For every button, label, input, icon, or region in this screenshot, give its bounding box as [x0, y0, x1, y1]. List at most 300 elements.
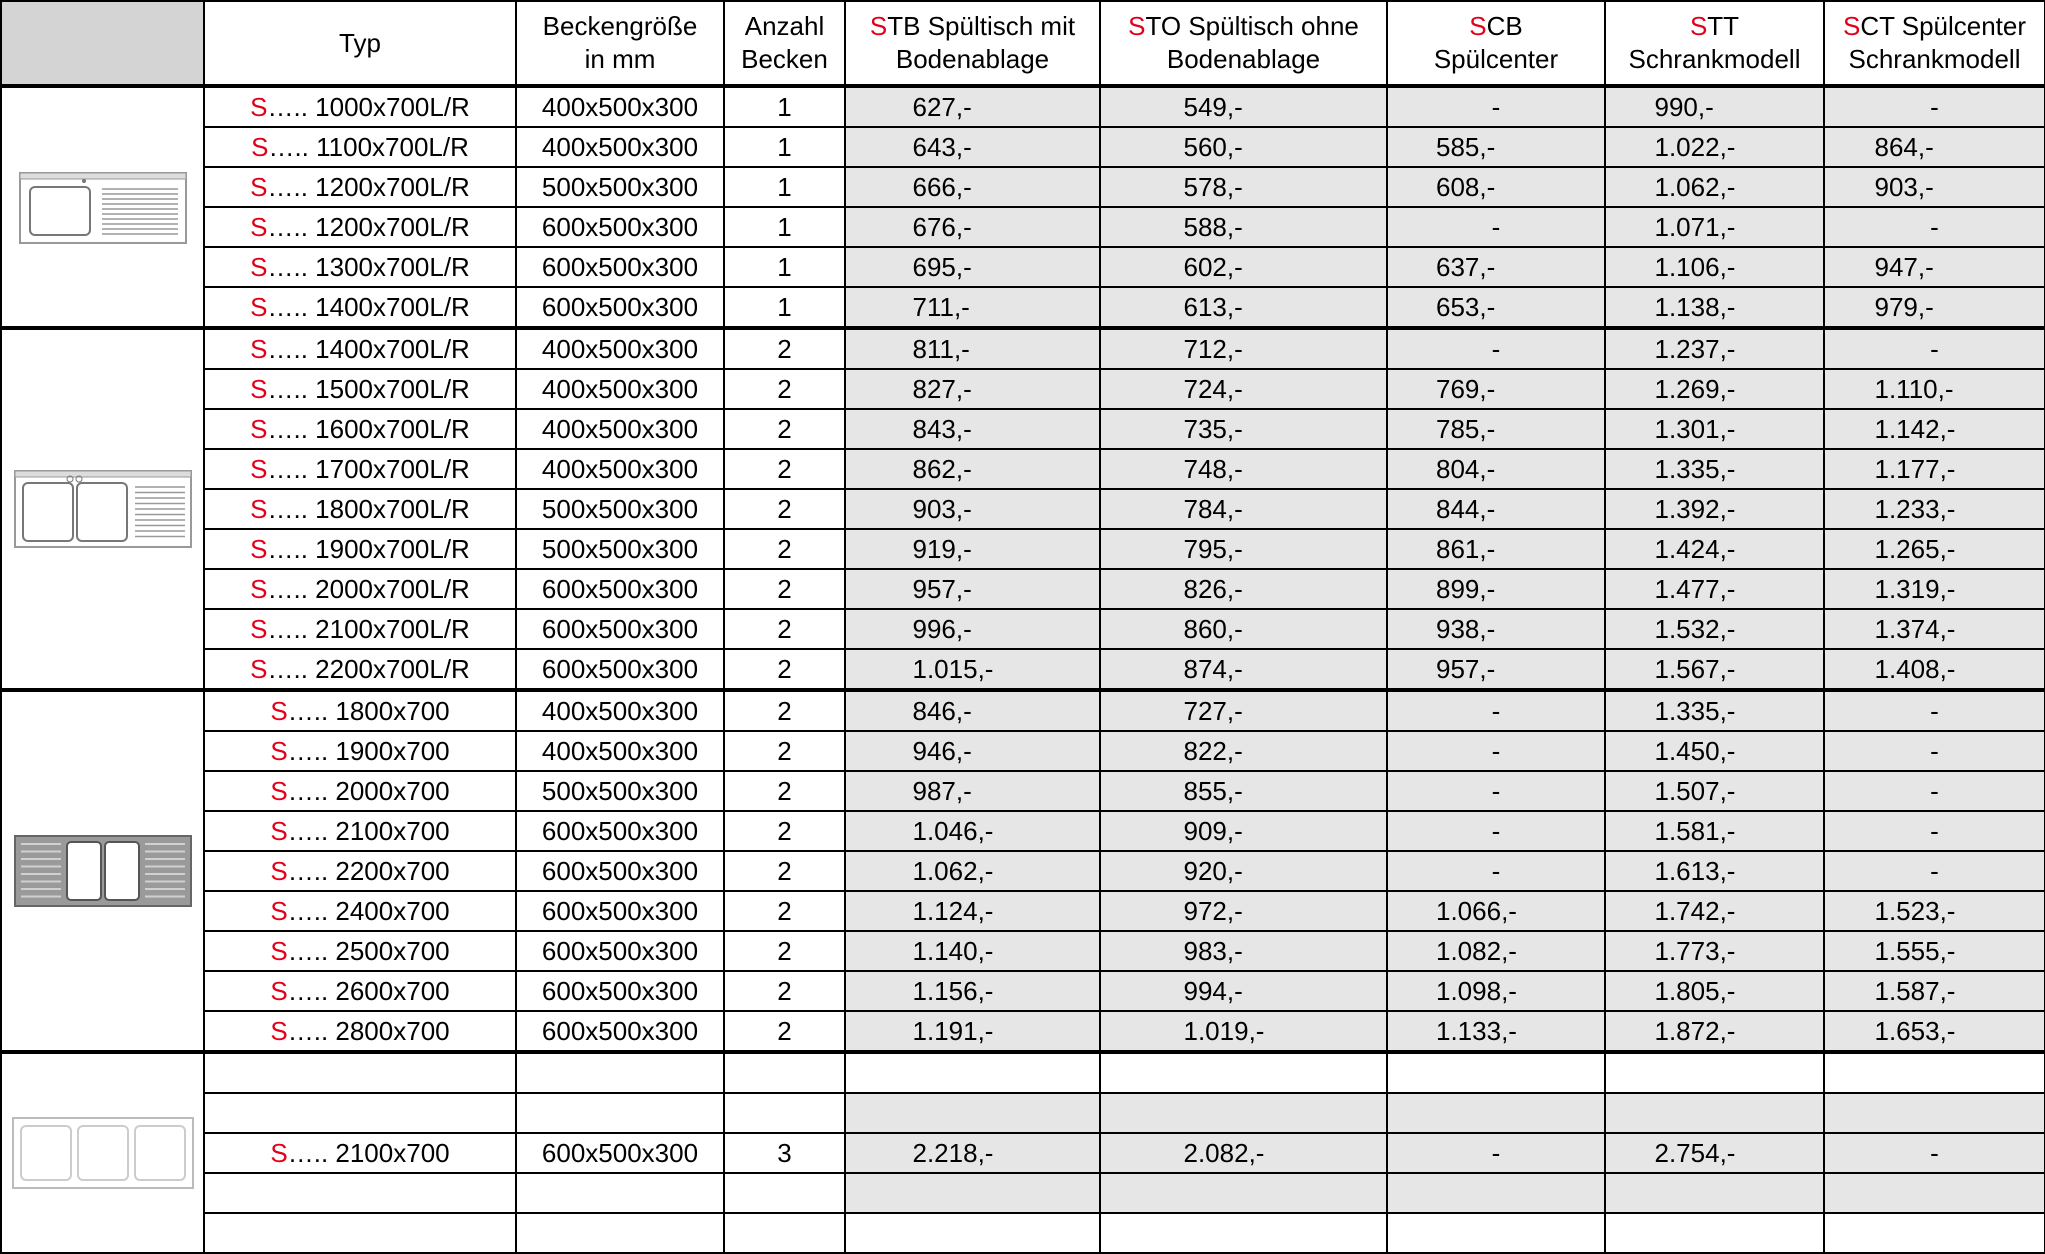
- table-row: [1, 1213, 2045, 1253]
- cell-typ: [204, 287, 516, 328]
- typ-prefix: S: [270, 1137, 288, 1168]
- cell-scb: [1387, 1052, 1605, 1093]
- typ-prefix: S: [250, 533, 268, 564]
- typ-prefix: S: [270, 895, 288, 926]
- cell-anzahl: [724, 609, 845, 649]
- header-sto-line2: Bodenablage: [1166, 44, 1321, 74]
- sto-value: 613,-: [1183, 291, 1243, 322]
- sct-value: 1.110,-: [1874, 373, 1954, 404]
- stb-value: 1.191,-: [912, 1015, 994, 1046]
- sto-value: 795,-: [1183, 533, 1243, 564]
- sct-value: 1.408,-: [1874, 653, 1956, 684]
- anzahl-value: 2: [777, 533, 792, 564]
- typ-prefix: S: [250, 291, 268, 322]
- cell-scb: [1387, 811, 1605, 851]
- header-sto-prefix: S: [1128, 11, 1146, 41]
- stt-value: 1.773,-: [1654, 935, 1736, 966]
- anzahl-value: 1: [777, 131, 792, 162]
- cell-sto: [1100, 489, 1387, 529]
- scb-value: 844,-: [1436, 493, 1496, 524]
- typ-prefix: S: [250, 211, 268, 242]
- stb-value: 827,-: [912, 373, 972, 404]
- table-row: [1, 127, 2045, 167]
- cell-stb: [845, 1093, 1100, 1133]
- stt-value: 1.335,-: [1654, 695, 1736, 726]
- header-scb-line1: CB: [1486, 11, 1523, 41]
- cell-anzahl: [724, 167, 845, 207]
- cell-anzahl: [724, 1133, 845, 1173]
- cell-anzahl: [724, 891, 845, 931]
- cell-size: [516, 529, 724, 569]
- cell-anzahl: [724, 811, 845, 851]
- cell-stt: [1605, 247, 1824, 287]
- cell-size: [516, 287, 724, 328]
- scb-value: -: [1491, 735, 1501, 766]
- typ-value: ….. 1900x700: [287, 735, 450, 766]
- cell-sto: [1100, 529, 1387, 569]
- cell-sct: [1824, 569, 2045, 609]
- anzahl-value: 2: [777, 573, 792, 604]
- typ-value: ….. 2000x700L/R: [267, 573, 470, 604]
- stt-value: 1.335,-: [1654, 453, 1736, 484]
- sct-value: -: [1930, 735, 1939, 766]
- table-row: [1, 328, 2045, 369]
- stb-value: 919,-: [912, 533, 972, 564]
- cell-stt: [1605, 86, 1824, 127]
- cell-sto: [1100, 731, 1387, 771]
- cell-anzahl: [724, 771, 845, 811]
- sct-value: 1.653,-: [1874, 1015, 1956, 1046]
- typ-value: ….. 2600x700: [287, 975, 450, 1006]
- typ-prefix: S: [270, 695, 288, 726]
- cell-sto: [1100, 1213, 1387, 1253]
- anzahl-value: 2: [777, 695, 792, 726]
- sto-value: 822,-: [1183, 735, 1243, 766]
- header-scb: [1387, 1, 1605, 86]
- table-row: [1, 449, 2045, 489]
- cell-stt: [1605, 891, 1824, 931]
- anzahl-value: 1: [777, 251, 792, 282]
- cell-typ: [204, 649, 516, 690]
- cell-stb: [845, 369, 1100, 409]
- header-stb: [845, 1, 1100, 86]
- typ-prefix: S: [250, 613, 268, 644]
- cell-anzahl: [724, 449, 845, 489]
- sto-value: 549,-: [1183, 91, 1243, 122]
- stt-value: 1.301,-: [1654, 413, 1736, 444]
- cell-size: [516, 1052, 724, 1093]
- anzahl-value: 2: [777, 935, 792, 966]
- sto-value: 712,-: [1183, 333, 1243, 364]
- scb-value: -: [1491, 815, 1501, 846]
- typ-value: ….. 2800x700: [287, 1015, 450, 1046]
- cell-sct: [1824, 1133, 2045, 1173]
- sto-value: 588,-: [1183, 211, 1243, 242]
- scb-value: 899,-: [1436, 573, 1496, 604]
- cell-stb: [845, 207, 1100, 247]
- cell-stt: [1605, 1133, 1824, 1173]
- cell-anzahl: [724, 207, 845, 247]
- cell-scb: [1387, 649, 1605, 690]
- cell-scb: [1387, 971, 1605, 1011]
- cell-sct: [1824, 127, 2045, 167]
- cell-sct: [1824, 609, 2045, 649]
- group-image-cell: [1, 328, 204, 690]
- cell-anzahl: [724, 369, 845, 409]
- table-row: [1, 489, 2045, 529]
- cell-typ: [204, 1052, 516, 1093]
- sto-value: 748,-: [1183, 453, 1243, 484]
- size-value: 400x500x300: [541, 131, 699, 162]
- typ-value: ….. 1200x700L/R: [267, 171, 470, 202]
- stb-value: 711,-: [912, 291, 970, 322]
- stt-value: 1.532,-: [1654, 613, 1736, 644]
- table-row: [1, 1052, 2045, 1093]
- cell-anzahl: [724, 731, 845, 771]
- cell-anzahl: [724, 851, 845, 891]
- cell-sct: [1824, 1052, 2045, 1093]
- sto-value: 560,-: [1183, 131, 1243, 162]
- cell-stt: [1605, 1052, 1824, 1093]
- cell-scb: [1387, 409, 1605, 449]
- anzahl-value: 2: [777, 855, 792, 886]
- cell-scb: [1387, 731, 1605, 771]
- size-value: 600x500x300: [541, 975, 699, 1006]
- stt-value: 1.742,-: [1654, 895, 1736, 926]
- size-value: 600x500x300: [541, 291, 699, 322]
- sto-value: 578,-: [1183, 171, 1243, 202]
- cell-typ: [204, 369, 516, 409]
- typ-value: ….. 1200x700L/R: [267, 211, 470, 242]
- stt-value: 1.071,-: [1654, 211, 1736, 242]
- sto-value: 972,-: [1183, 895, 1243, 926]
- typ-value: ….. 1100x700L/R: [268, 131, 469, 162]
- table-row: [1, 731, 2045, 771]
- typ-value: ….. 1000x700L/R: [267, 91, 470, 122]
- cell-typ: [204, 247, 516, 287]
- cell-typ: [204, 931, 516, 971]
- cell-size: [516, 609, 724, 649]
- cell-anzahl: [724, 690, 845, 731]
- table-row: [1, 891, 2045, 931]
- cell-stt: [1605, 449, 1824, 489]
- size-value: 400x500x300: [541, 453, 699, 484]
- cell-anzahl: [724, 127, 845, 167]
- cell-stb: [845, 971, 1100, 1011]
- cell-scb: [1387, 167, 1605, 207]
- cell-anzahl: [724, 86, 845, 127]
- size-value: 600x500x300: [541, 895, 699, 926]
- table-row: [1, 529, 2045, 569]
- table-row: [1, 649, 2045, 690]
- cell-sct: [1824, 1011, 2045, 1052]
- group-image-cell: [1, 690, 204, 1052]
- typ-prefix: S: [251, 131, 269, 162]
- cell-typ: [204, 409, 516, 449]
- stb-value: 1.140,-: [912, 935, 994, 966]
- cell-scb: [1387, 247, 1605, 287]
- typ-prefix: S: [250, 171, 268, 202]
- sct-value: -: [1930, 333, 1939, 364]
- cell-stb: [845, 811, 1100, 851]
- cell-sto: [1100, 811, 1387, 851]
- cell-sto: [1100, 247, 1387, 287]
- cell-sct: [1824, 1093, 2045, 1133]
- cell-stt: [1605, 328, 1824, 369]
- cell-size: [516, 1213, 724, 1253]
- cell-stb: [845, 931, 1100, 971]
- typ-prefix: S: [250, 333, 268, 364]
- header-typ-label: Typ: [339, 27, 381, 58]
- cell-stt: [1605, 167, 1824, 207]
- triple-sink-icon: [2, 1116, 203, 1190]
- cell-typ: [204, 1213, 516, 1253]
- cell-sto: [1100, 369, 1387, 409]
- typ-value: ….. 2100x700: [287, 1137, 450, 1168]
- cell-stb: [845, 287, 1100, 328]
- cell-sto: [1100, 1011, 1387, 1052]
- size-value: 500x500x300: [541, 171, 699, 202]
- cell-size: [516, 649, 724, 690]
- header-scb-prefix: S: [1469, 11, 1487, 41]
- sto-value: 1.019,-: [1183, 1015, 1265, 1046]
- scb-value: 653,-: [1436, 291, 1496, 322]
- cell-sct: [1824, 891, 2045, 931]
- cell-typ: [204, 811, 516, 851]
- cell-stb: [845, 489, 1100, 529]
- size-value: 500x500x300: [541, 775, 699, 806]
- cell-anzahl: [724, 328, 845, 369]
- cell-sto: [1100, 971, 1387, 1011]
- cell-scb: [1387, 529, 1605, 569]
- size-value: 600x500x300: [541, 1015, 699, 1046]
- stb-value: 627,-: [912, 91, 972, 122]
- sct-value: 1.177,-: [1874, 453, 1956, 484]
- stb-value: 1.124,-: [912, 895, 994, 926]
- table-row: [1, 1093, 2045, 1133]
- scb-value: -: [1491, 91, 1501, 122]
- cell-typ: [204, 851, 516, 891]
- cell-sct: [1824, 851, 2045, 891]
- sct-value: -: [1930, 815, 1939, 846]
- cell-sct: [1824, 649, 2045, 690]
- cell-stt: [1605, 207, 1824, 247]
- scb-value: 804,-: [1436, 453, 1496, 484]
- cell-stb: [845, 529, 1100, 569]
- cell-size: [516, 731, 724, 771]
- stt-value: 1.138,-: [1654, 291, 1736, 322]
- cell-size: [516, 207, 724, 247]
- cell-stt: [1605, 971, 1824, 1011]
- stt-value: 1.567,-: [1654, 653, 1736, 684]
- cell-stt: [1605, 731, 1824, 771]
- cell-sct: [1824, 771, 2045, 811]
- sct-value: 1.319,-: [1874, 573, 1956, 604]
- header-anzahl: [724, 1, 845, 86]
- cell-scb: [1387, 489, 1605, 529]
- sct-value: -: [1930, 775, 1939, 806]
- cell-stt: [1605, 409, 1824, 449]
- scb-value: 769,-: [1436, 373, 1496, 404]
- scb-value: 1.082,-: [1436, 935, 1517, 966]
- anzahl-value: 2: [777, 493, 792, 524]
- cell-sto: [1100, 328, 1387, 369]
- cell-scb: [1387, 1093, 1605, 1133]
- scb-value: -: [1491, 333, 1501, 364]
- header-corner: [1, 1, 204, 86]
- typ-prefix: S: [250, 453, 268, 484]
- stb-value: 987,-: [912, 775, 972, 806]
- sto-value: 860,-: [1183, 613, 1243, 644]
- cell-anzahl: [724, 529, 845, 569]
- stt-value: 1.237,-: [1654, 333, 1736, 364]
- cell-typ: [204, 771, 516, 811]
- scb-value: 785,-: [1436, 413, 1496, 444]
- cell-stb: [845, 690, 1100, 731]
- typ-prefix: S: [250, 373, 268, 404]
- cell-sto: [1100, 287, 1387, 328]
- size-value: 400x500x300: [541, 373, 699, 404]
- cell-stb: [845, 851, 1100, 891]
- anzahl-value: 1: [777, 171, 792, 202]
- stt-value: 1.022,-: [1654, 131, 1736, 162]
- cell-size: [516, 127, 724, 167]
- typ-prefix: S: [270, 815, 288, 846]
- cell-anzahl: [724, 931, 845, 971]
- anzahl-value: 1: [777, 211, 792, 242]
- cell-sct: [1824, 449, 2045, 489]
- anzahl-value: 3: [777, 1137, 792, 1168]
- stb-value: 1.046,-: [912, 815, 994, 846]
- cell-stb: [845, 409, 1100, 449]
- sct-value: 1.374,-: [1874, 613, 1956, 644]
- price-table-body: [1, 86, 2045, 1253]
- cell-size: [516, 247, 724, 287]
- cell-sct: [1824, 811, 2045, 851]
- typ-prefix: S: [270, 855, 288, 886]
- cell-sct: [1824, 369, 2045, 409]
- header-sct-line1: CT Spülcenter: [1860, 11, 2027, 41]
- stb-value: 1.062,-: [912, 855, 994, 886]
- cell-stb: [845, 1173, 1100, 1213]
- typ-prefix: S: [270, 975, 288, 1006]
- cell-scb: [1387, 1213, 1605, 1253]
- sct-value: 903,-: [1874, 171, 1934, 202]
- size-value: 400x500x300: [541, 91, 699, 122]
- sct-value: 1.265,-: [1874, 533, 1956, 564]
- cell-sct: [1824, 287, 2045, 328]
- stb-value: 643,-: [912, 131, 972, 162]
- sct-value: 1.587,-: [1874, 975, 1956, 1006]
- cell-size: [516, 409, 724, 449]
- typ-prefix: S: [250, 653, 268, 684]
- cell-sto: [1100, 1173, 1387, 1213]
- cell-scb: [1387, 851, 1605, 891]
- sto-value: 874,-: [1183, 653, 1243, 684]
- cell-scb: [1387, 127, 1605, 167]
- cell-typ: [204, 489, 516, 529]
- cell-typ: [204, 731, 516, 771]
- cell-sct: [1824, 167, 2045, 207]
- cell-sto: [1100, 86, 1387, 127]
- cell-sct: [1824, 690, 2045, 731]
- typ-value: ….. 1600x700L/R: [267, 413, 470, 444]
- typ-value: ….. 1500x700L/R: [267, 373, 470, 404]
- cell-size: [516, 690, 724, 731]
- cell-stt: [1605, 1093, 1824, 1133]
- cell-stb: [845, 86, 1100, 127]
- cell-scb: [1387, 1133, 1605, 1173]
- stt-value: 1.477,-: [1654, 573, 1736, 604]
- header-stb-line2: Bodenablage: [895, 44, 1050, 74]
- stb-value: 2.218,-: [912, 1137, 994, 1168]
- stb-value: 996,-: [912, 613, 972, 644]
- cell-scb: [1387, 1173, 1605, 1213]
- table-row: [1, 690, 2045, 731]
- cell-sto: [1100, 851, 1387, 891]
- stt-value: 2.754,-: [1654, 1137, 1736, 1168]
- table-row: [1, 86, 2045, 127]
- anzahl-value: 1: [777, 291, 792, 322]
- cell-scb: [1387, 1011, 1605, 1052]
- cell-stb: [845, 449, 1100, 489]
- typ-value: ….. 1300x700L/R: [267, 251, 470, 282]
- sct-value: -: [1930, 855, 1939, 886]
- typ-prefix: S: [270, 775, 288, 806]
- table-row: [1, 1011, 2045, 1052]
- single-sink-with-drainer-icon: [2, 167, 203, 247]
- cell-stb: [845, 569, 1100, 609]
- cell-stb: [845, 771, 1100, 811]
- sto-value: 602,-: [1183, 251, 1243, 282]
- sct-value: 1.142,-: [1874, 413, 1956, 444]
- cell-sct: [1824, 247, 2045, 287]
- cell-anzahl: [724, 971, 845, 1011]
- cell-typ: [204, 1133, 516, 1173]
- sto-value: 784,-: [1183, 493, 1243, 524]
- typ-value: ….. 2100x700: [287, 815, 450, 846]
- cell-stt: [1605, 851, 1824, 891]
- table-row: [1, 247, 2045, 287]
- header-sto-line1: TO Spültisch ohne: [1145, 11, 1359, 41]
- cell-typ: [204, 690, 516, 731]
- typ-prefix: S: [270, 735, 288, 766]
- cell-sto: [1100, 449, 1387, 489]
- cell-size: [516, 489, 724, 529]
- anzahl-value: 2: [777, 1015, 792, 1046]
- header-typ: [204, 1, 516, 86]
- sto-value: 920,-: [1183, 855, 1243, 886]
- scb-value: 938,-: [1436, 613, 1496, 644]
- sct-value: 864,-: [1874, 131, 1934, 162]
- header-scb-line2: Spülcenter: [1433, 44, 1559, 74]
- cell-stt: [1605, 649, 1824, 690]
- cell-stb: [845, 167, 1100, 207]
- sto-value: 735,-: [1183, 413, 1243, 444]
- scb-value: 1.098,-: [1436, 975, 1517, 1006]
- cell-scb: [1387, 891, 1605, 931]
- sct-value: 947,-: [1874, 251, 1934, 282]
- cell-size: [516, 971, 724, 1011]
- size-value: 600x500x300: [541, 1137, 699, 1168]
- cell-scb: [1387, 369, 1605, 409]
- stt-value: 1.507,-: [1654, 775, 1736, 806]
- cell-typ: [204, 449, 516, 489]
- stt-value: 1.106,-: [1654, 251, 1736, 282]
- double-sink-center-two-drainers-icon: [2, 832, 203, 910]
- cell-stb: [845, 1052, 1100, 1093]
- cell-sct: [1824, 1213, 2045, 1253]
